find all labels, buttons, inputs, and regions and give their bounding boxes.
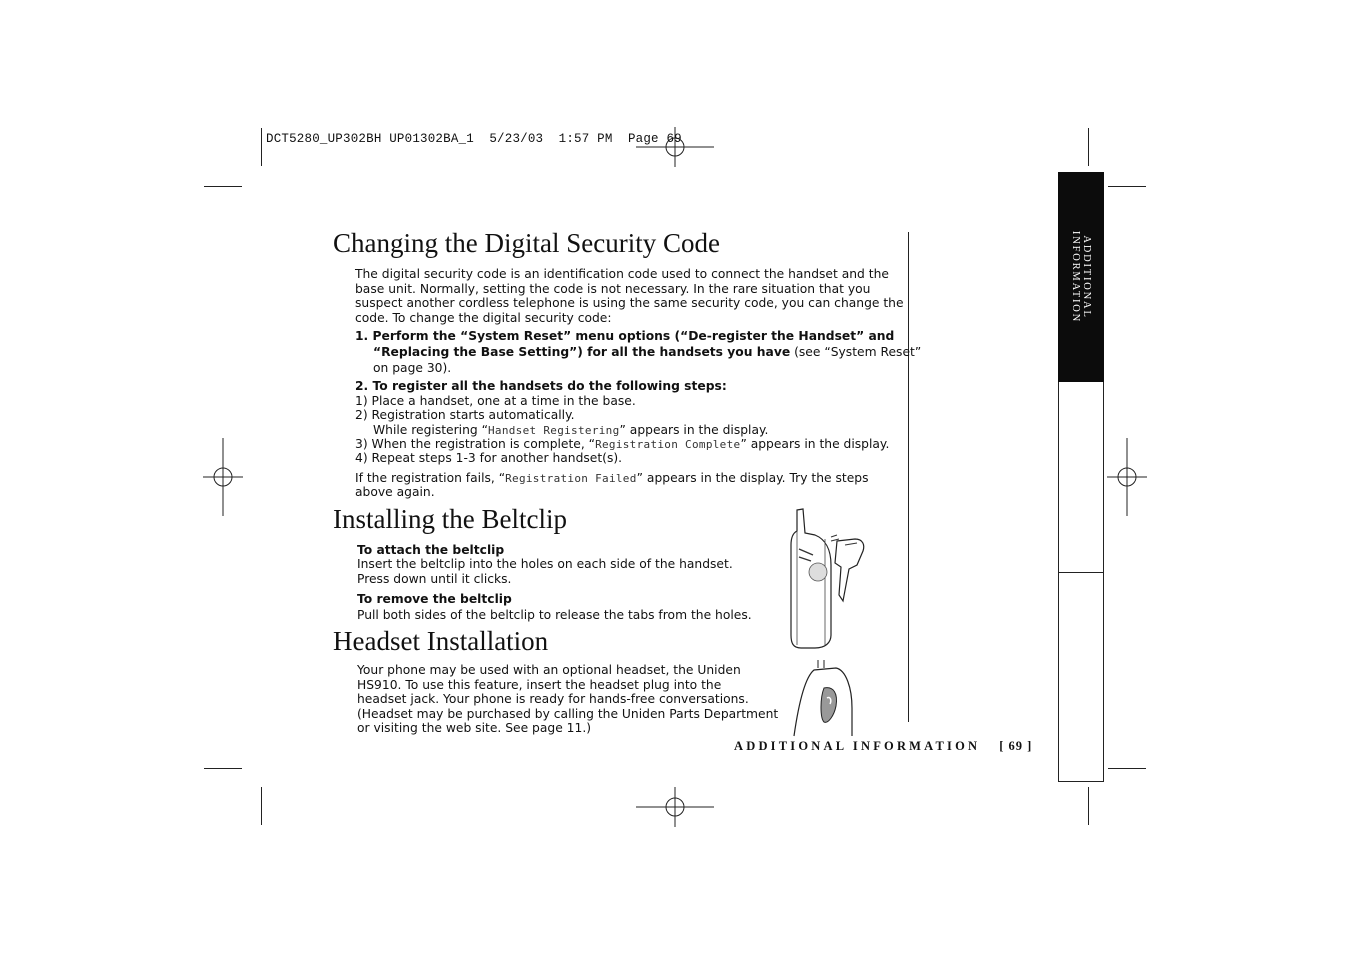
- text-line: headset jack. Your phone is ready for hands-free conversations.: [357, 692, 749, 707]
- crop-mark: [1088, 128, 1089, 166]
- section-title: Installing the Beltclip: [333, 504, 567, 534]
- registration-mark-bottom: [636, 787, 714, 827]
- text-fragment: ” appears in the display. Try the steps: [636, 471, 869, 485]
- side-tab-divider: [1058, 572, 1104, 573]
- crop-mark: [204, 186, 242, 187]
- headset-paragraph: [357, 663, 778, 736]
- print-slug: DCT5280_UP302BH UP01302BA_1 5/23/03 1:57 PM Page 69: [266, 132, 682, 146]
- side-tab-line: INFORMATION: [1070, 230, 1081, 324]
- page-footer: [734, 739, 1032, 754]
- side-tab-border: [1058, 382, 1059, 782]
- text-fragment: ” appears in the display.: [619, 423, 769, 437]
- side-tab-label: [1070, 231, 1092, 323]
- registration-mark-left: [203, 438, 243, 516]
- substep: 4) Repeat steps 1-3 for another handset(s).: [355, 451, 623, 465]
- footer-section: ADDITIONAL INFORMATION: [734, 739, 981, 753]
- crop-mark: [261, 787, 262, 825]
- step-1-cont: [373, 345, 921, 360]
- text-line: Pull both sides of the beltclip to release the tabs from the holes.: [357, 608, 752, 622]
- text-fragment: If the registration fails, “: [355, 471, 506, 485]
- crop-mark: [1088, 787, 1089, 825]
- intro-paragraph: [355, 267, 904, 325]
- text-line: HS910. To use this feature, insert the headset plug into the: [357, 677, 722, 692]
- text-fragment: ” appears in the display.: [740, 437, 890, 451]
- text-line: The digital security code is an identification code used to connect the handset and the: [355, 267, 889, 281]
- text-fragment: 3) When the registration is complete, “: [355, 437, 596, 451]
- text-line: (Headset may be purchased by calling the Uniden Parts Department: [357, 706, 779, 721]
- crop-mark: [204, 768, 242, 769]
- section-title: Changing the Digital Security Code: [333, 228, 720, 258]
- registration-mark-right: [1107, 438, 1147, 516]
- text-line: code. To change the digital security code:: [355, 310, 612, 325]
- side-tab-border: [1103, 382, 1104, 782]
- beltclip-illustration: [785, 505, 870, 650]
- step-1: 1. Perform the “System Reset” menu options (“De-register the Handset” and: [355, 329, 895, 343]
- lcd-message: Handset Registering: [487, 424, 620, 437]
- text-line: Insert the beltclip into the holes on each side of the handset.: [357, 557, 733, 571]
- page-number: [ 69 ]: [999, 739, 1033, 753]
- headset-jack-illustration: [790, 658, 860, 738]
- crop-mark: [1108, 186, 1146, 187]
- subheading: To remove the beltclip: [357, 592, 512, 606]
- step-1-ref: (see “System Reset”: [790, 345, 922, 359]
- text-line: or visiting the web site. See page 11.): [357, 721, 592, 736]
- substep: 2) Registration starts automatically.: [355, 408, 575, 422]
- side-tab-line: ADDITIONAL: [1081, 235, 1092, 319]
- failure-note-cont: above again.: [355, 485, 435, 499]
- crop-mark: [261, 128, 262, 166]
- section-title: Headset Installation: [333, 626, 549, 656]
- column-rule: [908, 232, 909, 722]
- subheading: To attach the beltclip: [357, 543, 505, 557]
- crop-mark: [1108, 768, 1146, 769]
- step-2: 2. To register all the handsets do the following steps:: [355, 379, 727, 393]
- lcd-message: Registration Complete: [595, 438, 741, 451]
- side-tab-divider: [1058, 781, 1104, 782]
- text-line: suspect another cordless telephone is using the same security code, you can change the: [355, 296, 904, 311]
- step-1-page: on page 30).: [373, 361, 452, 375]
- text-fragment: While registering “: [373, 423, 488, 437]
- step-1-bold: “Replacing the Base Setting”) for all the handsets you have: [373, 345, 791, 359]
- lcd-message: Registration Failed: [505, 472, 637, 485]
- substep: 1) Place a handset, one at a time in the base.: [355, 394, 636, 408]
- text-line: base unit. Normally, setting the code is not necessary. In the rare situation that you: [355, 281, 871, 296]
- text-line: Press down until it clicks.: [357, 572, 512, 586]
- text-line: Your phone may be used with an optional headset, the Uniden: [357, 663, 741, 677]
